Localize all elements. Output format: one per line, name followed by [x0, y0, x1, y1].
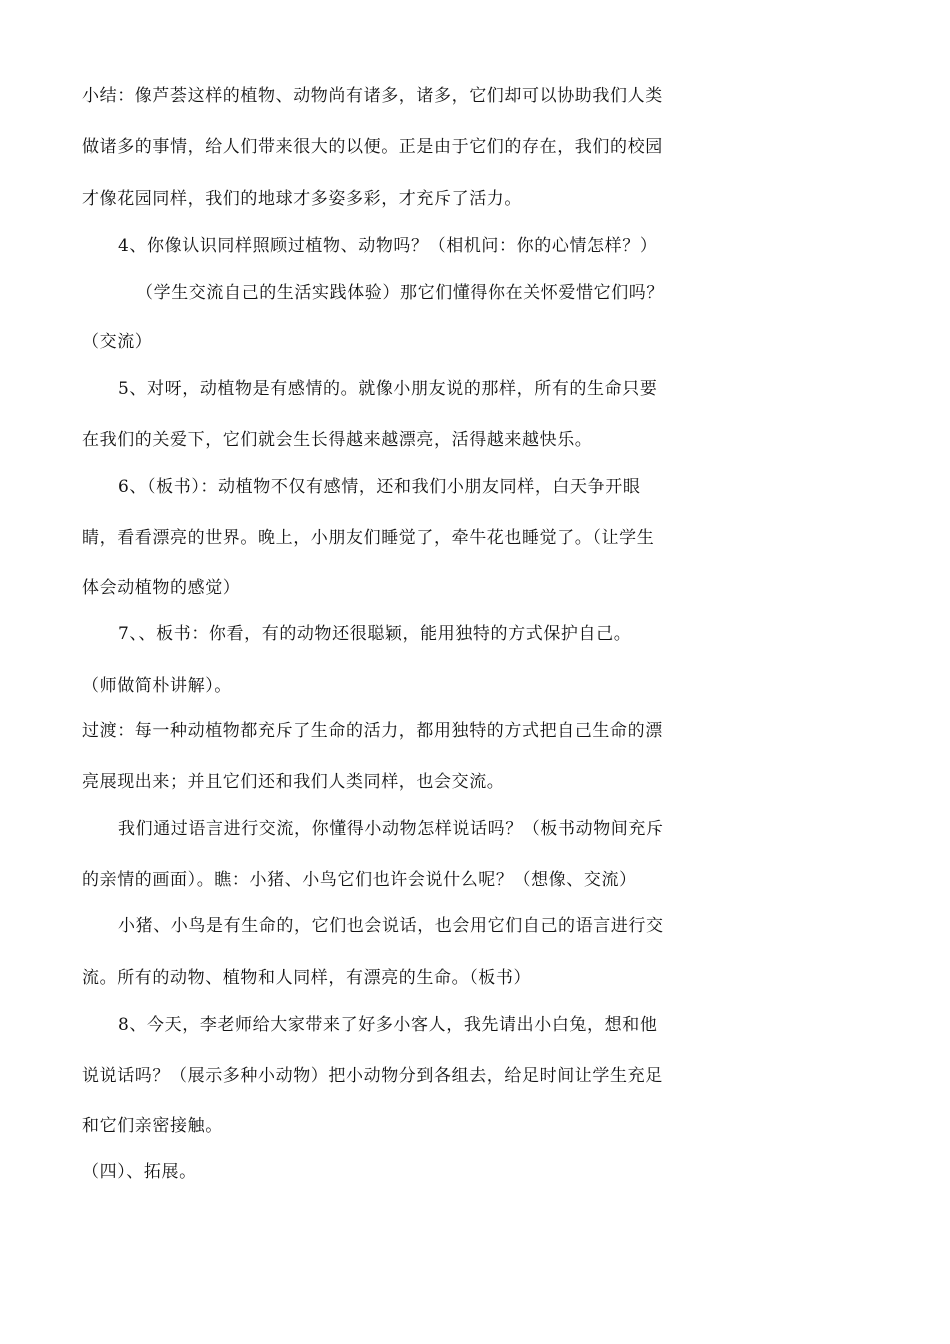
- text-line: 说说话吗？（展示多种小动物）把小动物分到各组去，给足时间让学生充足: [82, 1066, 663, 1086]
- text-line: （四）、拓展。: [82, 1162, 197, 1182]
- text-line: 亮展现出来；并且它们还和我们人类同样，也会交流。: [82, 772, 505, 792]
- text-line: 8、今天，李老师给大家带来了好多小客人，我先请出小白兔，想和他: [118, 1015, 658, 1035]
- text-line: 在我们的关爱下，它们就会生长得越来越漂亮，活得越来越快乐。: [82, 430, 593, 450]
- text-line: 7、、板书：你看，有的动物还很聪颖，能用独特的方式保护自己。: [118, 624, 632, 644]
- text-line: 的亲情的画面）。瞧：小猪、小鸟它们也许会说什么呢？（想像、交流）: [82, 870, 637, 890]
- text-line: 6、（板书）：动植物不仅有感情，还和我们小朋友同样，白天争开眼: [118, 477, 641, 497]
- text-line: 5、对呀，动植物是有感情的。就像小朋友说的那样，所有的生命只要: [118, 379, 658, 399]
- text-line: 流。所有的动物、植物和人同样，有漂亮的生命。（板书）: [82, 968, 532, 988]
- text-line: 小猪、小鸟是有生命的，它们也会说话，也会用它们自己的语言进行交: [118, 916, 664, 936]
- text-line: 睛，看看漂亮的世界。晚上，小朋友们睡觉了，牵牛花也睡觉了。（让学生: [82, 528, 655, 548]
- text-line: 和它们亲密接触。: [82, 1116, 223, 1136]
- text-line: （师做简朴讲解）。: [82, 676, 232, 696]
- text-line: 4、你像认识同样照顾过植物、动物吗？（相机问：你的心情怎样？）: [118, 236, 658, 256]
- text-line: （交流）: [82, 332, 153, 352]
- text-line: 我们通过语言进行交流，你懂得小动物怎样说话吗？（板书动物间充斥: [118, 819, 664, 839]
- text-line: 过渡：每一种动植物都充斥了生命的活力，都用独特的方式把自己生命的漂: [82, 721, 663, 741]
- text-line: 才像花园同样，我们的地球才多姿多彩，才充斥了活力。: [82, 189, 522, 209]
- text-line: 小结：像芦荟这样的植物、动物尚有诸多，诸多，它们却可以协助我们人类: [82, 86, 663, 106]
- text-line: 做诸多的事情，给人们带来很大的以便。正是由于它们的存在，我们的校园: [82, 137, 663, 157]
- text-line: 体会动植物的感觉）: [82, 578, 241, 598]
- text-line: （学生交流自己的生活实践体验）那它们懂得你在关怀爱惜它们吗？: [136, 283, 664, 303]
